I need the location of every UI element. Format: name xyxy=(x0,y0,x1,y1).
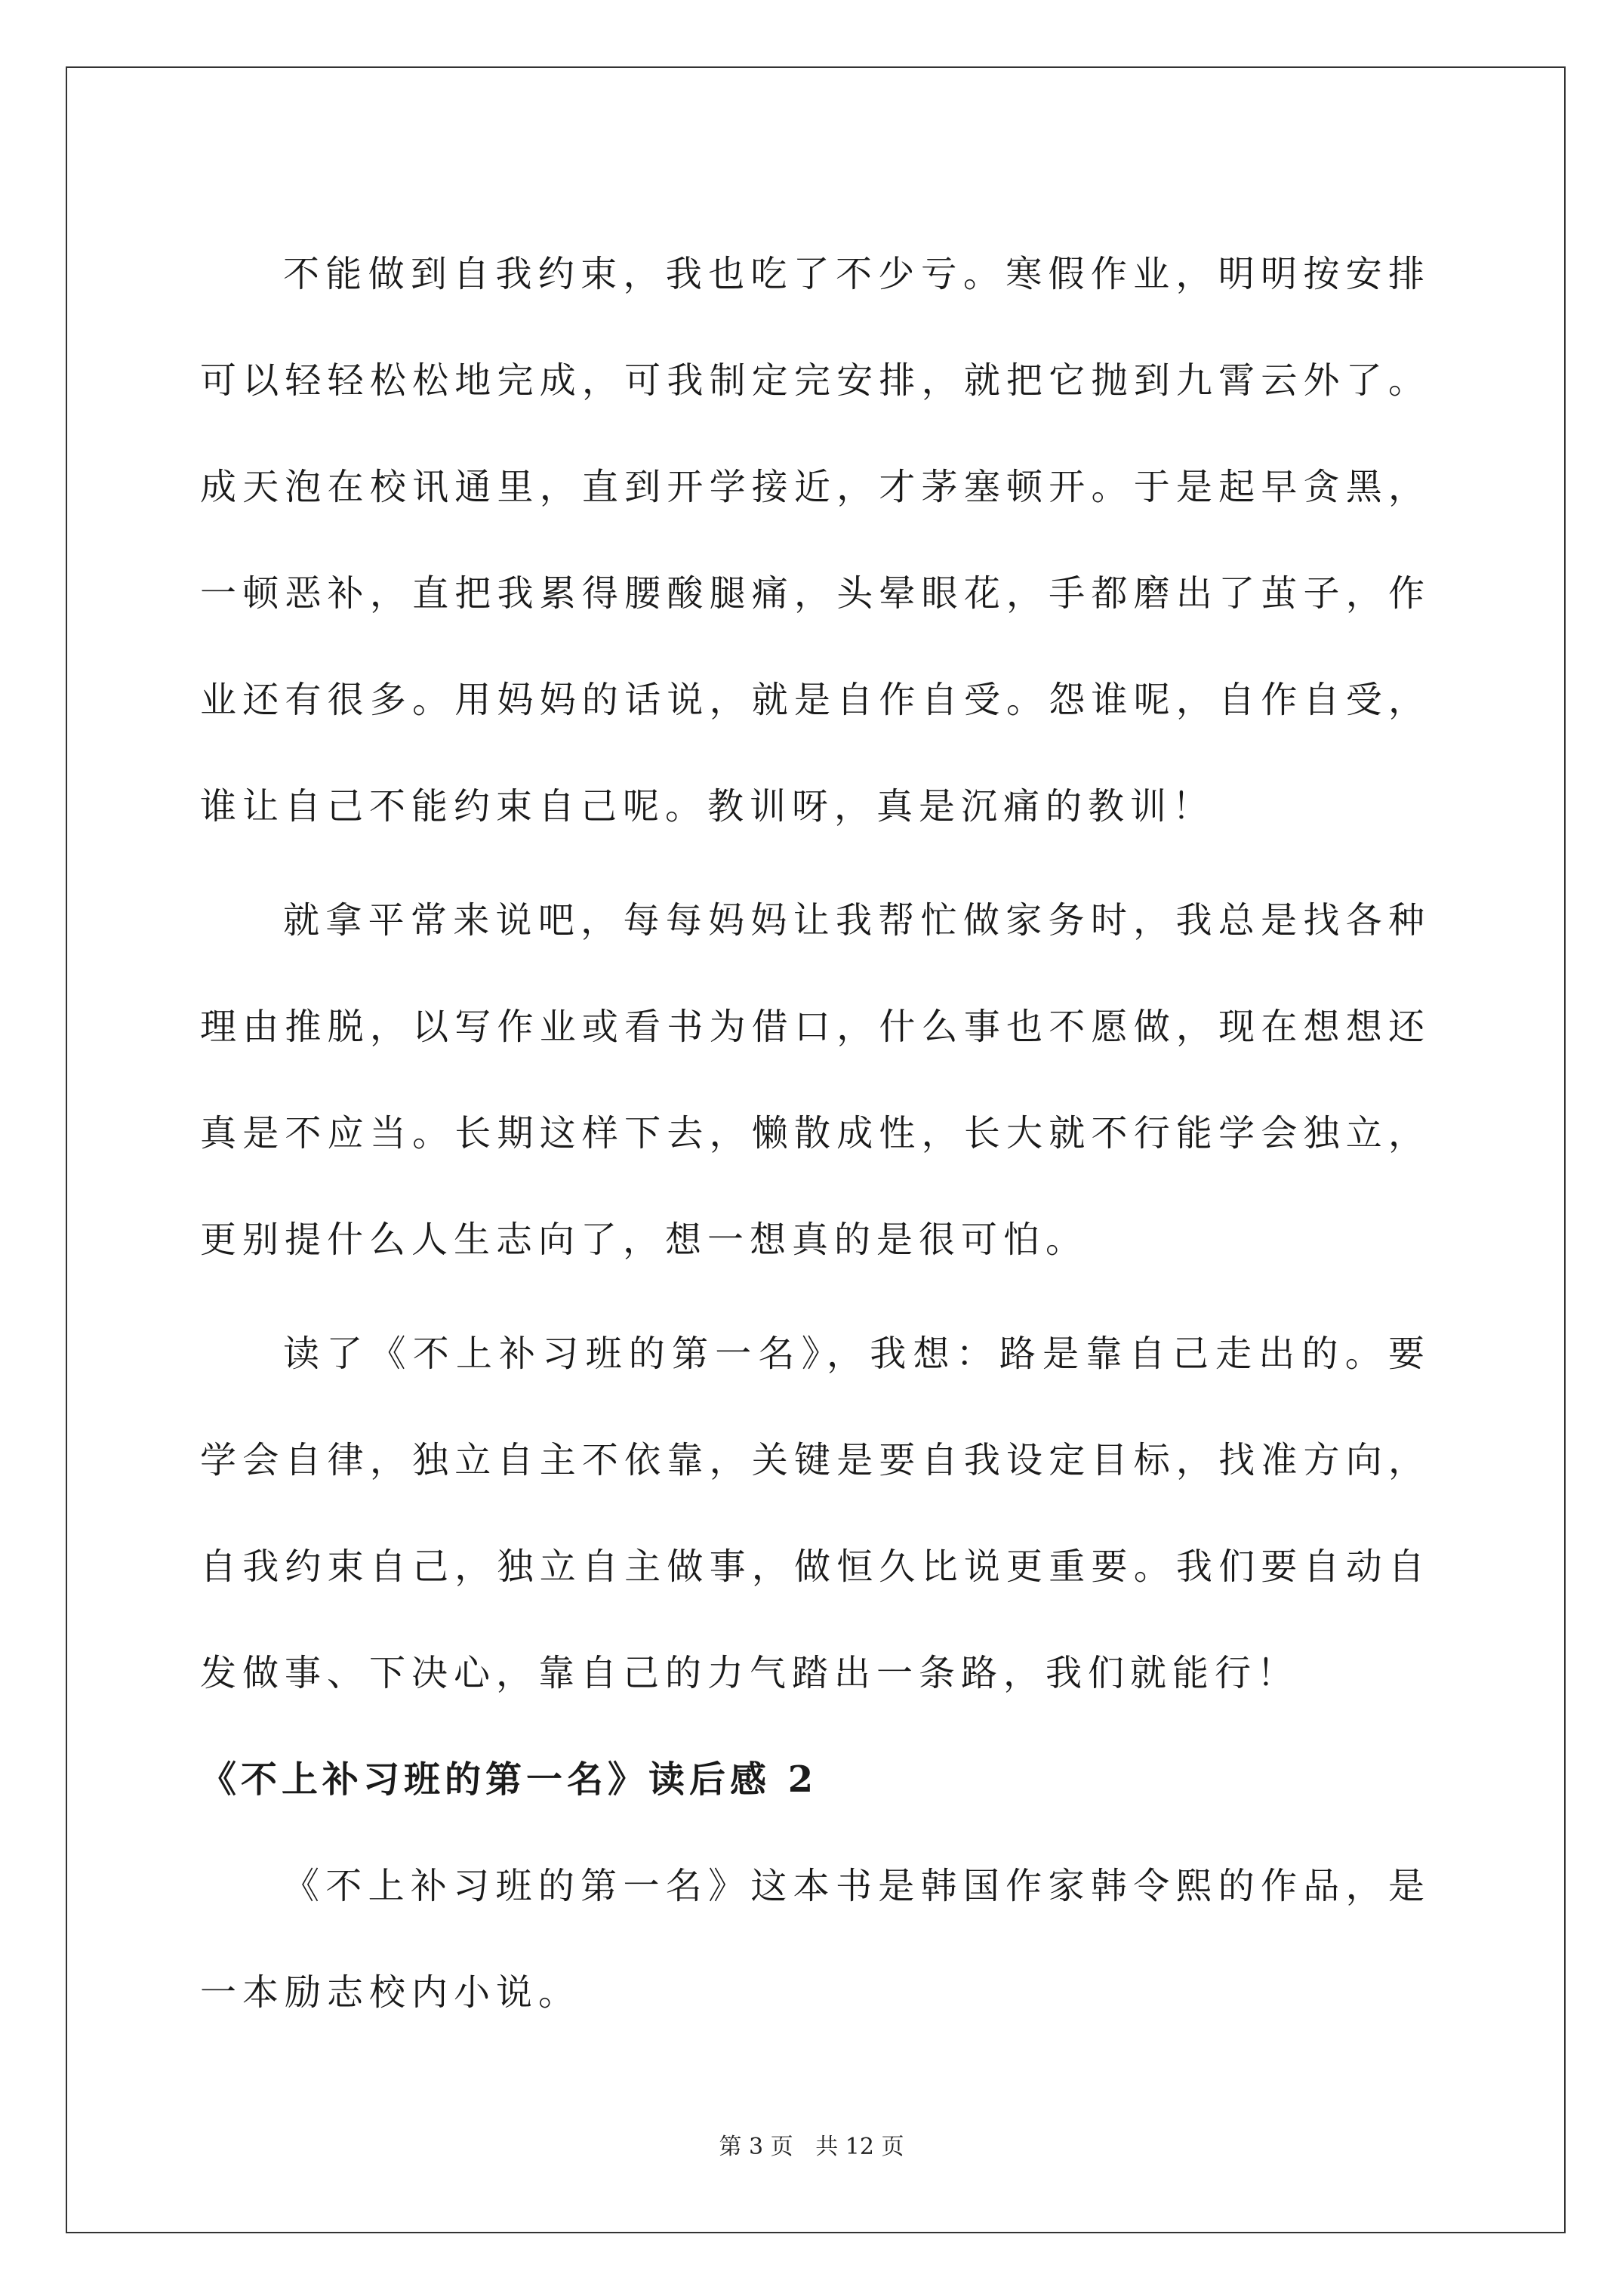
page-number-current: 第 3 页 xyxy=(719,2134,793,2160)
paragraph-1: 不能做到自我约束，我也吃了不少亏。寒假作业，明明按安排可以轻轻松松地完成，可我制定完安排，就把它抛到九霄云外了。成天泡在校讯通里，直到开学接近，才茅塞顿开。于是起早贪黑，一顿恶补，直把我累得腰酸腿痛，头晕眼花，手都磨出了茧子，作业还有很多。用妈妈的话说，就是自作自受。怨谁呢，自作自受，谁让自己不能约束自己呢。教训呀，真是沉痛的教训！ xyxy=(200,253,1431,827)
document-body xyxy=(200,221,1431,2046)
page-number-total: 共 12 页 xyxy=(815,2134,904,2160)
paragraph-2: 就拿平常来说吧，每每妈妈让我帮忙做家务时，我总是找各种理由推脱，以写作业或看书为借口，什么事也不愿做，现在想想还真是不应当。长期这样下去，懒散成性，长大就不行能学会独立，更别提什么人生志向了，想一想真的是很可怕。 xyxy=(200,899,1431,1261)
paragraph-3: 读了《不上补习班的第一名》，我想：路是靠自己走出的。要学会自律，独立自主不依靠，关键是要自我设定目标，找准方向，自我约束自己，独立自主做事，做恒久比说更重要。我们要自动自发做事、下决心，靠自己的力气踏出一条路，我们就能行！ xyxy=(200,1333,1431,1694)
section-paragraph-1: 《不上补习班的第一名》这本书是韩国作家韩令熙的作品，是一本励志校内小说。 xyxy=(200,1865,1431,2014)
section-heading: 《不上补习班的第一名》读后感 2 xyxy=(200,1758,818,1801)
page-footer xyxy=(0,2128,1623,2161)
